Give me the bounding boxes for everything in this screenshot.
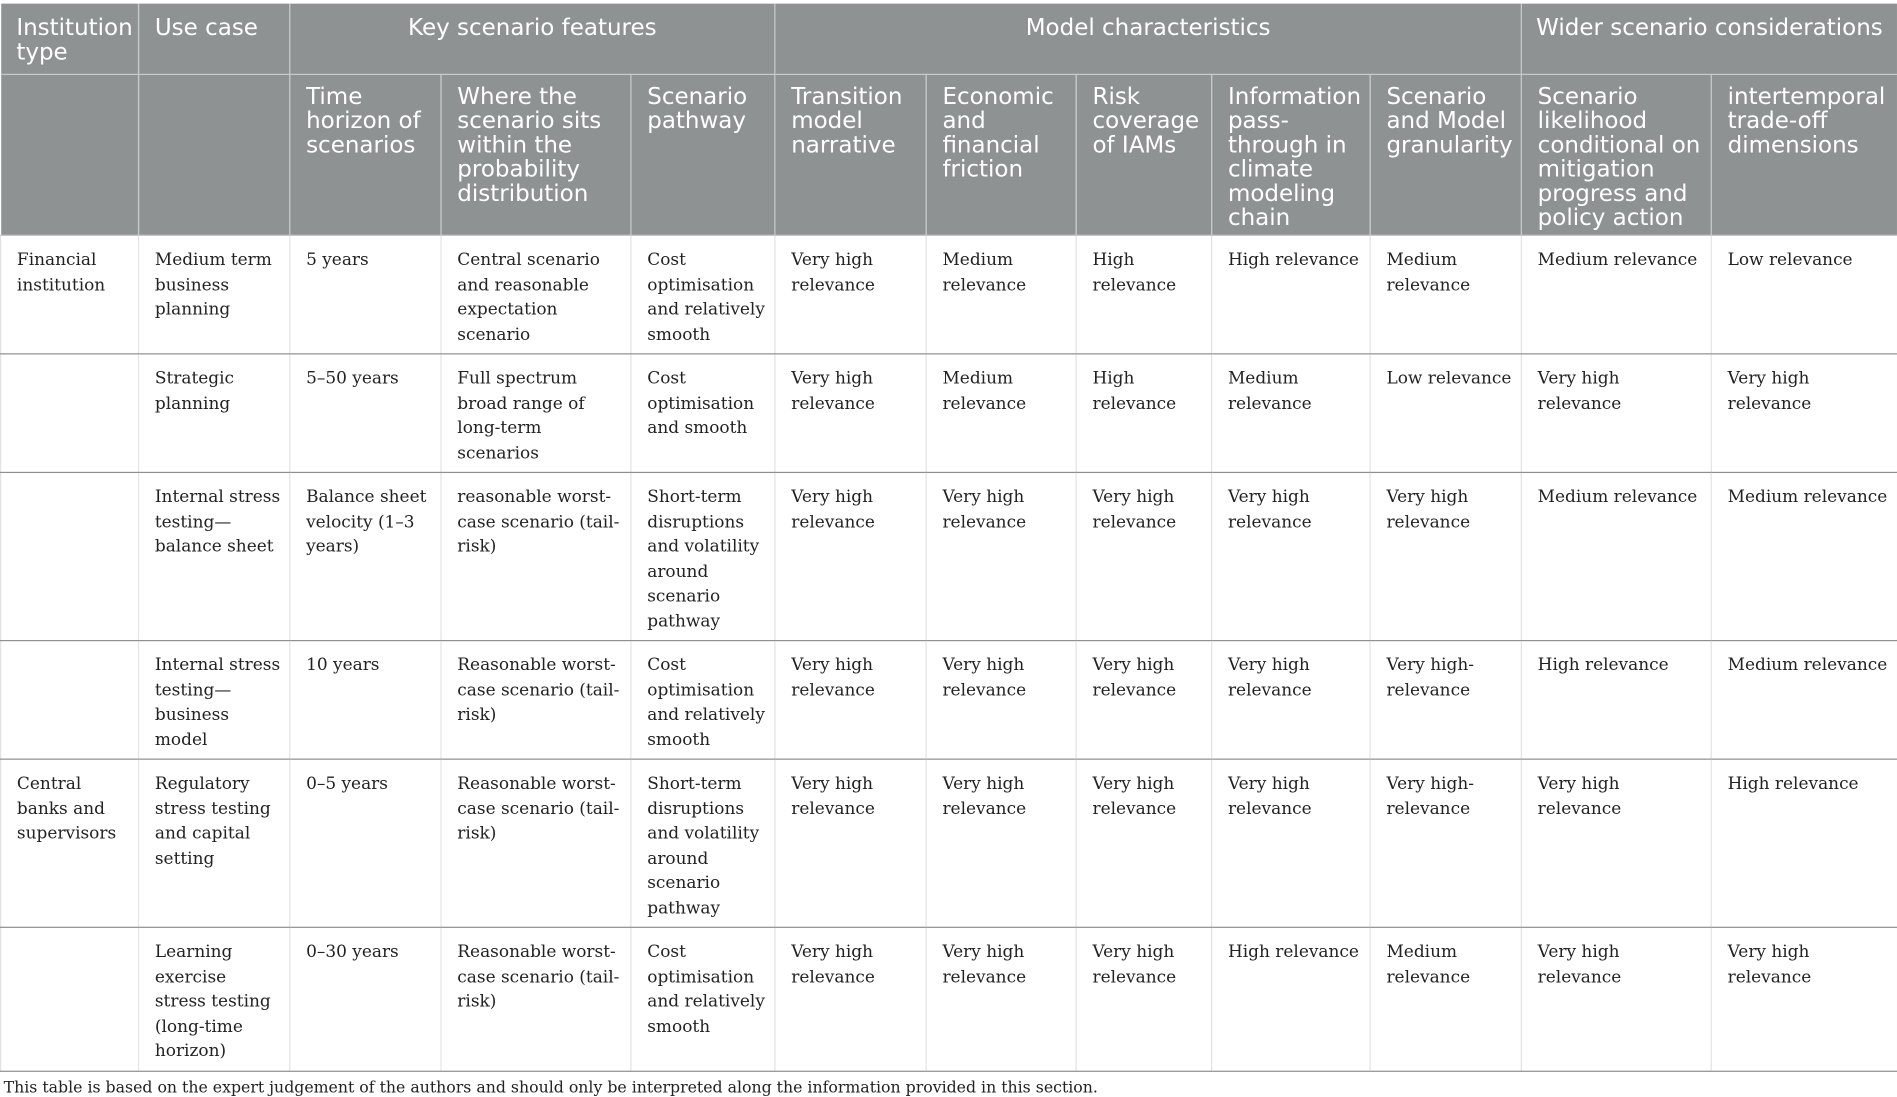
table-cell: Regulatory stress testing and capital setting <box>139 759 290 927</box>
table-cell: Very high-relevance <box>1370 759 1521 927</box>
table-cell: Very high relevance <box>1711 927 1897 1070</box>
table-cell: Very high relevance <box>1076 927 1211 1070</box>
column-header: Transition model narrative <box>775 74 926 235</box>
table-cell: Very high relevance <box>1521 759 1711 927</box>
table-cell: Reasonable worst-case scenario (tail-risk) <box>441 927 631 1070</box>
header-model-characteristics: Model characteristics <box>775 4 1521 75</box>
table-cell: Very high relevance <box>775 641 926 760</box>
table-cell: 0–5 years <box>290 759 441 927</box>
table-cell: Cost optimisation and relatively smooth <box>631 235 775 354</box>
table-footnote: This table is based on the expert judgement of the authors and should only be interpreted along the information provided in this section. <box>3 1078 1098 1097</box>
header-blank <box>139 74 290 235</box>
table-cell: Very high-relevance <box>1370 641 1521 760</box>
table-cell: Low relevance <box>1711 235 1897 354</box>
header-blank <box>1 74 139 235</box>
column-header: Information pass-through in climate modeling chain <box>1212 74 1370 235</box>
table-cell <box>1 472 139 640</box>
table-cell: Balance sheet velocity (1–3 years) <box>290 472 441 640</box>
column-header-row <box>1 74 1897 235</box>
table-row <box>1 354 1897 473</box>
column-header: Economic and financial friction <box>926 74 1076 235</box>
table-cell <box>1 354 139 473</box>
table-cell: Very high relevance <box>775 354 926 473</box>
table-cell: Central scenario and reasonable expectation scenario <box>441 235 631 354</box>
column-header: Risk coverage of IAMs <box>1076 74 1211 235</box>
group-header-row <box>1 4 1897 75</box>
table-cell <box>1 927 139 1070</box>
table-cell: reasonable worst-case scenario (tail-risk) <box>441 472 631 640</box>
table-cell: Very high relevance <box>1711 354 1897 473</box>
table-cell: Central banks and supervisors <box>1 759 139 927</box>
header-key-scenario-features: Key scenario features <box>290 4 775 75</box>
table-cell: Low relevance <box>1370 354 1521 473</box>
table-cell: Very high relevance <box>1076 759 1211 927</box>
table-cell: Very high relevance <box>1212 641 1370 760</box>
table-cell: Reasonable worst-case scenario (tail-risk) <box>441 759 631 927</box>
table-cell: Internal stress testing—balance sheet <box>139 472 290 640</box>
table-cell: 5 years <box>290 235 441 354</box>
table-cell: Very high relevance <box>775 927 926 1070</box>
column-header: Time horizon of scenarios <box>290 74 441 235</box>
table-cell: Very high relevance <box>775 235 926 354</box>
table-cell: Medium relevance <box>1711 641 1897 760</box>
scenario-relevance-table <box>0 4 1897 1072</box>
column-header: Scenario pathway <box>631 74 775 235</box>
column-header: intertemporal trade-off dimensions <box>1711 74 1897 235</box>
table-cell: Very high relevance <box>775 472 926 640</box>
table-cell: Full spectrum broad range of long-term scenarios <box>441 354 631 473</box>
table-cell: Learning exercise stress testing (long-time horizon) <box>139 927 290 1070</box>
header-institution-type: Institution type <box>1 4 139 75</box>
table-cell: Financial institution <box>1 235 139 354</box>
table-cell: Medium relevance <box>1521 472 1711 640</box>
table-row <box>1 472 1897 640</box>
table-cell: Very high relevance <box>775 759 926 927</box>
table-cell: Medium relevance <box>926 354 1076 473</box>
table-cell: Medium relevance <box>1370 927 1521 1070</box>
table-cell: High relevance <box>1076 354 1211 473</box>
table-cell: 0–30 years <box>290 927 441 1070</box>
header-use-case: Use case <box>139 4 290 75</box>
table-cell: Very high relevance <box>1521 927 1711 1070</box>
table-cell <box>1 641 139 760</box>
table-cell: Medium term business planning <box>139 235 290 354</box>
table-cell: Medium relevance <box>1370 235 1521 354</box>
table-cell: Medium relevance <box>926 235 1076 354</box>
table-cell: Cost optimisation and smooth <box>631 354 775 473</box>
table-row <box>1 927 1897 1070</box>
table-cell: Very high relevance <box>1212 759 1370 927</box>
table-cell: 5–50 years <box>290 354 441 473</box>
table-cell: Very high relevance <box>1076 641 1211 760</box>
table-cell: High relevance <box>1212 235 1370 354</box>
table-cell: Very high relevance <box>1521 354 1711 473</box>
column-header: Scenario and Model granularity <box>1370 74 1521 235</box>
table-cell: Strategic planning <box>139 354 290 473</box>
column-header: Where the scenario sits within the probability distribution <box>441 74 631 235</box>
table-cell: Very high relevance <box>1370 472 1521 640</box>
table-row <box>1 641 1897 760</box>
table-cell: Reasonable worst-case scenario (tail-risk) <box>441 641 631 760</box>
table-cell: High relevance <box>1212 927 1370 1070</box>
table-cell: Internal stress testing—business model <box>139 641 290 760</box>
table-cell: High relevance <box>1711 759 1897 927</box>
table-cell: Very high relevance <box>926 641 1076 760</box>
table-cell: 10 years <box>290 641 441 760</box>
table-cell: Medium relevance <box>1521 235 1711 354</box>
column-header: Scenario likelihood conditional on mitigation progress and policy action <box>1521 74 1711 235</box>
table-row <box>1 235 1897 354</box>
header-wider-scenario-considerations: Wider scenario considerations <box>1521 4 1897 75</box>
table-cell: High relevance <box>1521 641 1711 760</box>
table-cell: Very high relevance <box>926 759 1076 927</box>
table-cell: Cost optimisation and relatively smooth <box>631 927 775 1070</box>
table-cell: Medium relevance <box>1212 354 1370 473</box>
table-cell: Cost optimisation and relatively smooth <box>631 641 775 760</box>
table-cell: Short-term disruptions and volatility around scenario pathway <box>631 759 775 927</box>
table-cell: Very high relevance <box>926 472 1076 640</box>
table-cell: Very high relevance <box>1076 472 1211 640</box>
table-cell: Very high relevance <box>1212 472 1370 640</box>
table-cell: Medium relevance <box>1711 472 1897 640</box>
table-cell: High relevance <box>1076 235 1211 354</box>
table-cell: Very high relevance <box>926 927 1076 1070</box>
table-cell: Short-term disruptions and volatility around scenario pathway <box>631 472 775 640</box>
table-row <box>1 759 1897 927</box>
